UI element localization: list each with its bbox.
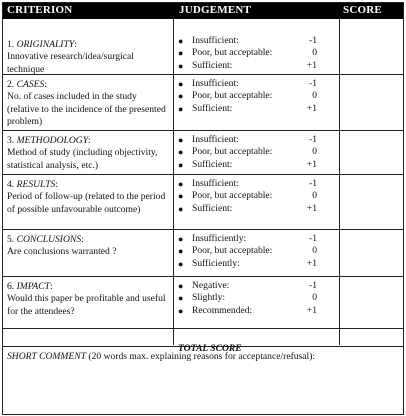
judgement-cell [175,134,335,171]
criterion-row [3,230,403,277]
bullet-icon: ● [178,305,184,316]
bullet-icon: ● [178,191,184,202]
judgement-option[interactable] [175,47,335,59]
review-form [2,2,404,415]
option-label: Poor, but acceptable: [192,245,273,257]
judgement-cell [175,35,335,72]
option-value: +1 [306,304,317,316]
short-comment-label: SHORT COMMENT [7,351,86,362]
criterion-header: CRITERION [7,4,73,16]
criterion-cell: 4. RESULTS: Period of follow-up (related to the period of possible unfavourable outcome) [7,179,171,216]
table-header [3,3,403,19]
option-label: Poor, but acceptable: [192,146,273,158]
option-value: 0 [312,90,317,102]
criterion-description: Period of follow-up (related to the period of possible unfavourable outcome) [7,191,166,215]
criterion-description: Innovative research/idea/surgical technique [7,51,134,75]
bullet-icon: ● [178,258,184,269]
option-label: Insufficient: [192,78,239,89]
bullet-icon: ● [178,60,184,71]
option-value: +1 [306,158,317,170]
criterion-title: ORIGINALITY [16,39,75,50]
judgement-option[interactable] [175,178,335,190]
criterion-title: CASES [16,79,45,90]
judgement-cell [175,280,335,317]
criterion-cell: 5. CONCLUSIONS: Are conclusions warranted ? [7,234,171,259]
criterion-number: 1. [7,39,15,50]
short-comment [7,351,315,363]
criterion-row [3,131,403,175]
total-score-label: TOTAL SCORE [178,343,242,354]
option-value: -1 [309,233,317,244]
criterion-cell: 3. METHODOLOGY: Method of study (including objectivity, statistical analysis, etc.) [7,135,171,172]
option-label: Recommended: [192,304,253,316]
bullet-icon: ● [178,103,184,114]
criterion-description: Method of study (including objectivity, statistical analysis, etc.) [7,147,158,171]
judgement-option[interactable] [175,292,335,304]
option-value: 0 [312,245,317,257]
criterion-description: Would this paper be profitable and useful for the attendees? [7,293,166,317]
criterion-row [3,75,403,131]
criterion-row [3,175,403,230]
option-label: Insufficient: [192,178,239,189]
bullet-icon: ● [178,48,184,59]
criterion-number: 6. [7,281,15,292]
option-value: 0 [312,47,317,59]
judgement-option[interactable] [175,60,335,72]
criterion-number: 2. [7,79,15,90]
criterion-number: 5. [7,234,15,245]
judgement-option[interactable] [175,146,335,158]
judgement-cell [175,233,335,270]
criterion-row [3,277,403,329]
criterion-cell: 6. IMPACT: Would this paper be profitable and useful for the attendees? [7,281,171,318]
judgement-cell [175,78,335,115]
option-label: Sufficient: [192,202,233,214]
bullet-icon: ● [178,246,184,257]
option-label: Sufficient: [192,158,233,170]
criterion-title: METHODOLOGY [16,135,89,146]
criterion-title: RESULTS [16,179,56,190]
option-value: 0 [312,190,317,202]
option-value: -1 [309,280,317,291]
judgement-option[interactable] [175,280,335,292]
option-label: Poor, but acceptable: [192,90,273,102]
bullet-icon: ● [178,36,184,46]
criterion-cell: 2. CASES: No. of cases included in the study (relative to the incidence of the presented problem) [7,79,171,129]
bullet-icon: ● [178,281,184,291]
score-header: SCORE [343,4,382,16]
option-label: Insufficient: [192,35,239,46]
option-value: +1 [306,202,317,214]
judgement-option[interactable] [175,159,335,171]
option-value: -1 [309,134,317,145]
judgement-option[interactable] [175,134,335,146]
short-comment-note: (20 words max. explaining reasons for acceptance/refusal): [88,351,316,362]
judgement-option[interactable] [175,35,335,47]
bullet-icon: ● [178,135,184,145]
option-value: +1 [306,102,317,114]
criterion-title: IMPACT [16,281,51,292]
option-value: +1 [306,59,317,71]
option-label: Insufficiently: [192,233,247,244]
option-value: 0 [312,292,317,304]
bullet-icon: ● [178,203,184,214]
judgement-option[interactable] [175,78,335,90]
judgement-option[interactable] [175,190,335,202]
judgement-option[interactable] [175,245,335,257]
option-label: Poor, but acceptable: [192,190,273,202]
criterion-number: 4. [7,179,15,190]
criterion-description: Are conclusions warranted ? [7,246,117,258]
bullet-icon: ● [178,159,184,170]
option-value: -1 [309,178,317,189]
option-value: 0 [312,146,317,158]
judgement-option[interactable] [175,203,335,215]
option-label: Slightly: [192,292,226,304]
criterion-title: CONCLUSIONS [16,234,82,245]
option-label: Insufficient: [192,134,239,145]
option-label: Sufficient: [192,102,233,114]
option-label: Sufficient: [192,59,233,71]
bullet-icon: ● [178,293,184,304]
bullet-icon: ● [178,147,184,158]
option-label: Poor, but acceptable: [192,47,273,59]
criterion-description: No. of cases included in the study (relative to the incidence of the presented problem) [7,91,166,128]
criterion-row [3,19,403,75]
bullet-icon: ● [178,91,184,102]
judgement-cell [175,178,335,215]
option-value: -1 [309,78,317,89]
criterion-number: 3. [7,135,15,146]
option-value: -1 [309,35,317,46]
option-label: Sufficiently: [192,257,240,269]
judgement-option[interactable] [175,258,335,270]
judgement-option[interactable] [175,305,335,317]
bullet-icon: ● [178,179,184,189]
judgement-option[interactable] [175,103,335,115]
judgement-option[interactable] [175,233,335,245]
bullet-icon: ● [178,234,184,244]
judgement-option[interactable] [175,90,335,102]
bullet-icon: ● [178,79,184,89]
criterion-cell: 1. ORIGINALITY: Innovative research/idea/surgical technique [7,39,171,76]
option-label: Negative: [192,280,230,291]
option-value: +1 [306,257,317,269]
judgement-header: JUDGEMENT [179,4,252,16]
